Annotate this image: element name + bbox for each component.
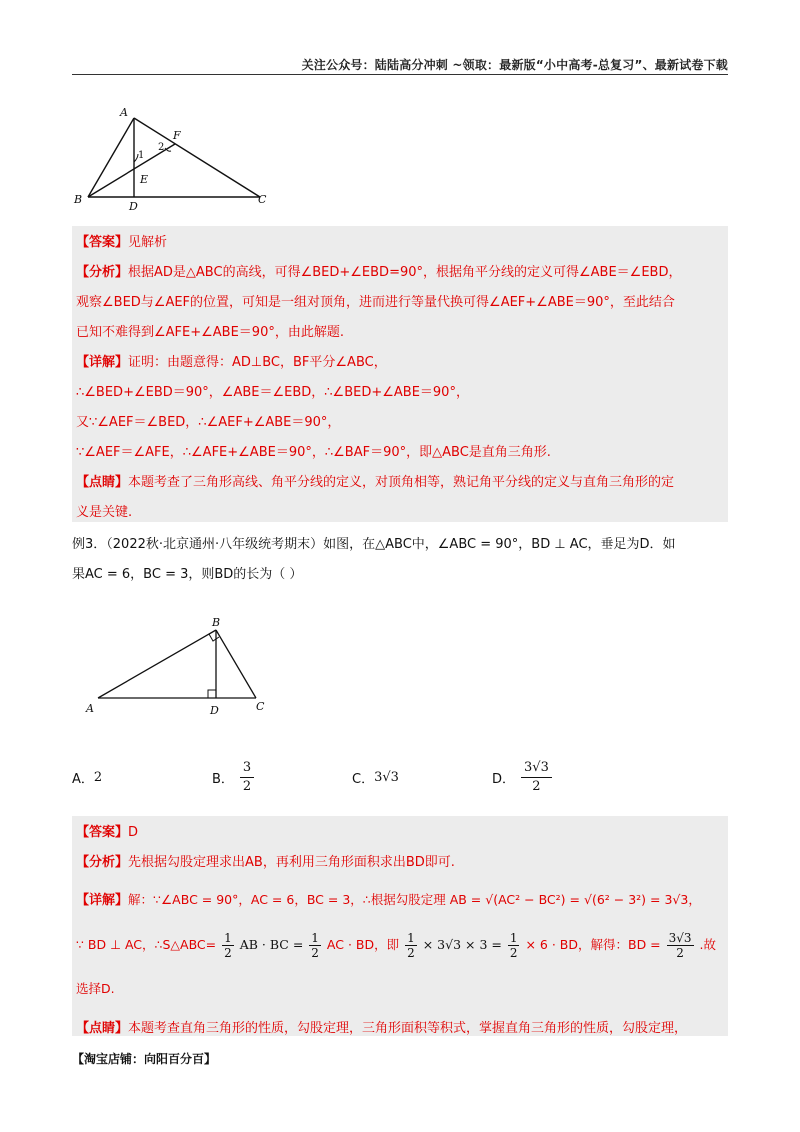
question-example-3 <box>72 530 728 590</box>
option-d[interactable] <box>492 752 552 802</box>
analysis-line: 观察∠BED与∠AEF的位置，可知是一组对顶角，进而进行等量代换可得∠AEF+∠ABE＝90°，至此结合 <box>76 295 675 310</box>
analysis-tag: 【分析】 <box>76 265 129 280</box>
answer-text: D <box>128 825 139 840</box>
detail-tag: 【详解】 <box>76 355 129 370</box>
label-angle-2: 2 <box>158 142 165 153</box>
comment-text: 本题考查直角三角形的性质，勾股定理，三角形面积等积式，掌握直角三角形的性质，勾股定理， <box>128 1021 688 1036</box>
question-line: 果AC = 6，BC = 3，则BD的长为（ ） <box>72 567 303 582</box>
option-fraction: $\frac{3√3}{2}$ <box>521 759 552 796</box>
label-C: C <box>256 700 265 713</box>
option-letter: C． <box>352 771 375 787</box>
option-value: 3√3 <box>374 769 399 785</box>
page-header: 关注公众号：陆陆高分冲刺 ~领取：最新版“小中高考-总复习”、最新试卷下载 <box>301 58 728 72</box>
detail-line: ∵∠AEF＝∠AFE，∴∠AFE+∠ABE＝90°，∴∠BAF＝90°，即△ABC是直角三角形. <box>76 445 551 460</box>
page-footer: 【淘宝店铺：向阳百分百】 <box>72 1052 217 1066</box>
answer-tag: 【答案】 <box>76 825 129 840</box>
label-D: D <box>129 200 138 210</box>
label-C: C <box>258 193 267 206</box>
label-A: A <box>120 106 128 119</box>
triangle-figure-2 <box>80 612 280 720</box>
label-D: D <box>210 704 219 717</box>
comment-tag: 【点睛】 <box>76 1021 129 1036</box>
option-letter: B． <box>212 771 234 787</box>
detail-line: 又∵∠AEF＝∠BED，∴∠AEF+∠ABE＝90°， <box>76 415 341 430</box>
option-letter: D． <box>492 771 516 787</box>
analysis-line: 根据AD是△ABC的高线，可得∠BED+∠EBD=90°，根据角平分线的定义可得∠ABE＝∠EBD， <box>128 265 682 280</box>
label-angle-1: 1 <box>138 150 145 161</box>
analysis-line: 已知不难得到∠AFE+∠ABE＝90°，由此解题. <box>76 325 344 340</box>
header-divider <box>72 74 728 75</box>
label-A: A <box>86 702 94 715</box>
solution-block-1 <box>72 226 728 522</box>
option-value: 2 <box>93 769 103 785</box>
comment-line: 义是关键. <box>76 505 133 520</box>
answer-tag: 【答案】 <box>76 235 129 250</box>
answer-options <box>72 752 728 802</box>
question-line: 例3．（2022秋·北京通州·八年级统考期末）如图，在△ABC中，∠ABC = 90°，BD ⊥ AC，垂足为D．如 <box>72 537 676 552</box>
label-B: B <box>74 193 83 206</box>
analysis-tag: 【分析】 <box>76 855 129 870</box>
detail-line: 解：∵∠ABC = 90°，AC = 6，BC = 3，∴根据勾股定理 AB = √(AC² − BC²) = √(6² − 3²) = 3√3， <box>128 892 701 907</box>
label-B: B <box>212 616 221 629</box>
analysis-text: 先根据勾股定理求出AB，再利用三角形面积求出BD即可. <box>128 855 455 870</box>
solution-block-2 <box>72 816 728 1036</box>
label-F: F <box>173 129 181 142</box>
detail-line: 证明：由题意得：AD⊥BC，BF平分∠ABC， <box>128 355 387 370</box>
detail-line: ∴∠BED+∠EBD＝90°，∠ABE＝∠EBD，∴∠BED+∠ABE＝90°， <box>76 385 469 400</box>
option-letter: A． <box>72 771 94 787</box>
detail-tag: 【详解】 <box>76 893 129 908</box>
comment-line: 本题考查了三角形高线、角平分线的定义，对顶角相等，熟记角平分线的定义与直角三角形的定 <box>128 475 675 490</box>
option-a[interactable] <box>72 752 102 802</box>
answer-text: 见解析 <box>128 235 168 250</box>
triangle-figure-1 <box>72 100 272 210</box>
option-c[interactable] <box>352 752 399 802</box>
detail-line-2: ∵ BD ⊥ AC，∴S△ABC= $\frac{1}{2}$ AB · BC = $\frac{1}{2}$ AC · BD，即 $\frac{1}{2}$ × 3√3 × 3 = $\frac{1}{2}$ × 6 · BD，解得：BD = $\frac{3√3}{2}$ .故选择D. <box>76 931 717 996</box>
option-fraction: $\frac{3}{2}$ <box>240 759 254 796</box>
option-b[interactable] <box>212 752 254 802</box>
comment-tag: 【点睛】 <box>76 475 129 490</box>
label-E: E <box>140 173 149 186</box>
